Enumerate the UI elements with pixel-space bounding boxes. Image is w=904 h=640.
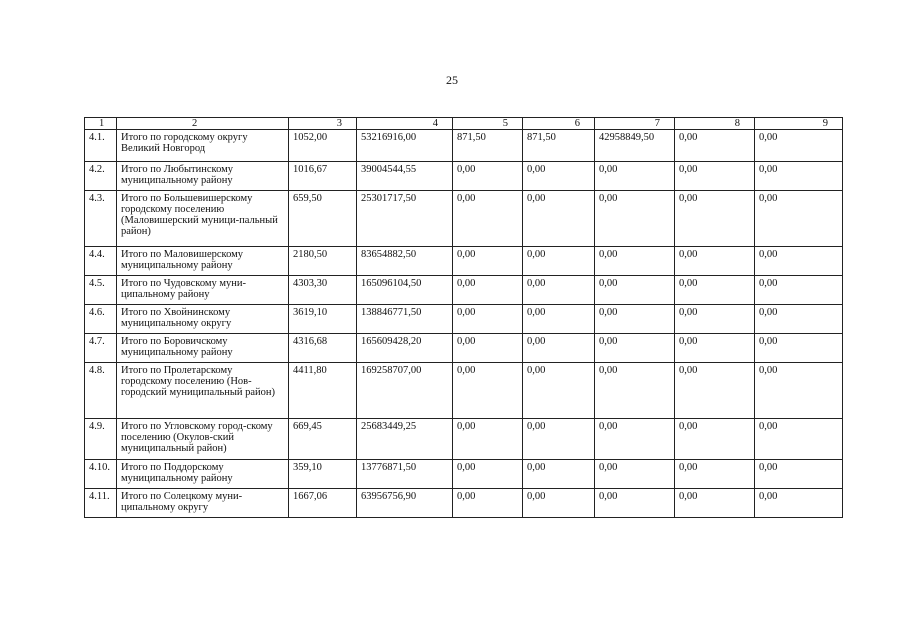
cell-col-3: 1052,00	[289, 130, 357, 162]
row-index: 4.4.	[85, 247, 117, 276]
cell-col-5: 871,50	[453, 130, 523, 162]
row-name: Итого по Маловишерскому муниципальному району	[117, 247, 289, 276]
row-index: 4.11.	[85, 489, 117, 518]
cell-col-4: 39004544,55	[357, 162, 453, 191]
cell-col-3: 2180,50	[289, 247, 357, 276]
page-number: 25	[446, 73, 458, 87]
row-index: 4.1.	[85, 130, 117, 162]
row-name: Итого по Чудовскому муни-ципальному району	[117, 276, 289, 305]
cell-col-8: 0,00	[675, 162, 755, 191]
cell-col-5: 0,00	[453, 191, 523, 247]
row-index: 4.7.	[85, 334, 117, 363]
column-header-6: 6	[523, 118, 595, 130]
cell-col-9: 0,00	[755, 363, 843, 419]
cell-col-3: 669,45	[289, 419, 357, 460]
cell-col-8: 0,00	[675, 305, 755, 334]
column-header-3: 3	[289, 118, 357, 130]
cell-col-6: 0,00	[523, 247, 595, 276]
cell-col-6: 0,00	[523, 363, 595, 419]
column-header-2: 2	[117, 118, 289, 130]
data-table	[84, 117, 843, 518]
table-row	[85, 419, 843, 460]
cell-col-9: 0,00	[755, 489, 843, 518]
cell-col-4: 165609428,20	[357, 334, 453, 363]
cell-col-9: 0,00	[755, 460, 843, 489]
table-row	[85, 130, 843, 162]
cell-col-7: 0,00	[595, 363, 675, 419]
table-row	[85, 489, 843, 518]
cell-col-5: 0,00	[453, 162, 523, 191]
row-name: Итого по Угловскому город-скому поселению (Окулов-ский муниципальный район)	[117, 419, 289, 460]
cell-col-8: 0,00	[675, 130, 755, 162]
cell-col-6: 871,50	[523, 130, 595, 162]
cell-col-6: 0,00	[523, 460, 595, 489]
row-index: 4.5.	[85, 276, 117, 305]
cell-col-9: 0,00	[755, 247, 843, 276]
row-name: Итого по Солецкому муни-ципальному округу	[117, 489, 289, 518]
row-index: 4.9.	[85, 419, 117, 460]
cell-col-5: 0,00	[453, 460, 523, 489]
cell-col-6: 0,00	[523, 191, 595, 247]
cell-col-8: 0,00	[675, 191, 755, 247]
cell-col-4: 169258707,00	[357, 363, 453, 419]
row-name: Итого по Большевишерскому городскому поселению (Маловишерский муници-пальный район)	[117, 191, 289, 247]
row-name: Итого по Любытинскому муниципальному району	[117, 162, 289, 191]
cell-col-7: 0,00	[595, 276, 675, 305]
cell-col-7: 0,00	[595, 305, 675, 334]
row-index: 4.8.	[85, 363, 117, 419]
cell-col-5: 0,00	[453, 247, 523, 276]
cell-col-7: 0,00	[595, 460, 675, 489]
column-header-5: 5	[453, 118, 523, 130]
row-index: 4.2.	[85, 162, 117, 191]
row-name: Итого по Пролетарскому городскому поселению (Нов-городский муниципальный район)	[117, 363, 289, 419]
cell-col-4: 83654882,50	[357, 247, 453, 276]
cell-col-4: 53216916,00	[357, 130, 453, 162]
cell-col-3: 4303,30	[289, 276, 357, 305]
table-row	[85, 334, 843, 363]
cell-col-4: 63956756,90	[357, 489, 453, 518]
cell-col-4: 165096104,50	[357, 276, 453, 305]
cell-col-3: 4411,80	[289, 363, 357, 419]
row-index: 4.10.	[85, 460, 117, 489]
row-index: 4.3.	[85, 191, 117, 247]
table-row	[85, 363, 843, 419]
cell-col-8: 0,00	[675, 334, 755, 363]
row-name: Итого по городскому округу Великий Новгород	[117, 130, 289, 162]
cell-col-3: 3619,10	[289, 305, 357, 334]
cell-col-5: 0,00	[453, 276, 523, 305]
cell-col-6: 0,00	[523, 334, 595, 363]
table-row	[85, 191, 843, 247]
cell-col-5: 0,00	[453, 334, 523, 363]
table-row	[85, 305, 843, 334]
column-header-8: 8	[675, 118, 755, 130]
column-header-9: 9	[755, 118, 843, 130]
cell-col-8: 0,00	[675, 247, 755, 276]
cell-col-8: 0,00	[675, 419, 755, 460]
cell-col-4: 25683449,25	[357, 419, 453, 460]
cell-col-6: 0,00	[523, 489, 595, 518]
cell-col-6: 0,00	[523, 419, 595, 460]
cell-col-9: 0,00	[755, 162, 843, 191]
cell-col-3: 359,10	[289, 460, 357, 489]
cell-col-3: 659,50	[289, 191, 357, 247]
cell-col-9: 0,00	[755, 130, 843, 162]
cell-col-9: 0,00	[755, 305, 843, 334]
row-name: Итого по Хвойнинскому муниципальному округу	[117, 305, 289, 334]
header-row	[85, 118, 843, 130]
cell-col-8: 0,00	[675, 363, 755, 419]
row-name: Итого по Боровичскому муниципальному району	[117, 334, 289, 363]
cell-col-7: 0,00	[595, 489, 675, 518]
cell-col-8: 0,00	[675, 276, 755, 305]
table-row	[85, 460, 843, 489]
cell-col-4: 25301717,50	[357, 191, 453, 247]
row-index: 4.6.	[85, 305, 117, 334]
cell-col-8: 0,00	[675, 489, 755, 518]
cell-col-3: 4316,68	[289, 334, 357, 363]
cell-col-7: 0,00	[595, 334, 675, 363]
cell-col-9: 0,00	[755, 334, 843, 363]
cell-col-7: 0,00	[595, 191, 675, 247]
cell-col-6: 0,00	[523, 162, 595, 191]
column-header-4: 4	[357, 118, 453, 130]
column-header-7: 7	[595, 118, 675, 130]
cell-col-5: 0,00	[453, 419, 523, 460]
cell-col-7: 0,00	[595, 162, 675, 191]
cell-col-8: 0,00	[675, 460, 755, 489]
table-row	[85, 162, 843, 191]
cell-col-5: 0,00	[453, 363, 523, 419]
table-row	[85, 247, 843, 276]
cell-col-5: 0,00	[453, 489, 523, 518]
cell-col-7: 42958849,50	[595, 130, 675, 162]
cell-col-7: 0,00	[595, 419, 675, 460]
cell-col-9: 0,00	[755, 191, 843, 247]
cell-col-9: 0,00	[755, 419, 843, 460]
cell-col-5: 0,00	[453, 305, 523, 334]
cell-col-6: 0,00	[523, 305, 595, 334]
cell-col-7: 0,00	[595, 247, 675, 276]
column-header-1: 1	[85, 118, 117, 130]
cell-col-3: 1667,06	[289, 489, 357, 518]
table-row	[85, 276, 843, 305]
cell-col-6: 0,00	[523, 276, 595, 305]
cell-col-4: 138846771,50	[357, 305, 453, 334]
cell-col-3: 1016,67	[289, 162, 357, 191]
cell-col-9: 0,00	[755, 276, 843, 305]
row-name: Итого по Поддорскому муниципальному району	[117, 460, 289, 489]
cell-col-4: 13776871,50	[357, 460, 453, 489]
